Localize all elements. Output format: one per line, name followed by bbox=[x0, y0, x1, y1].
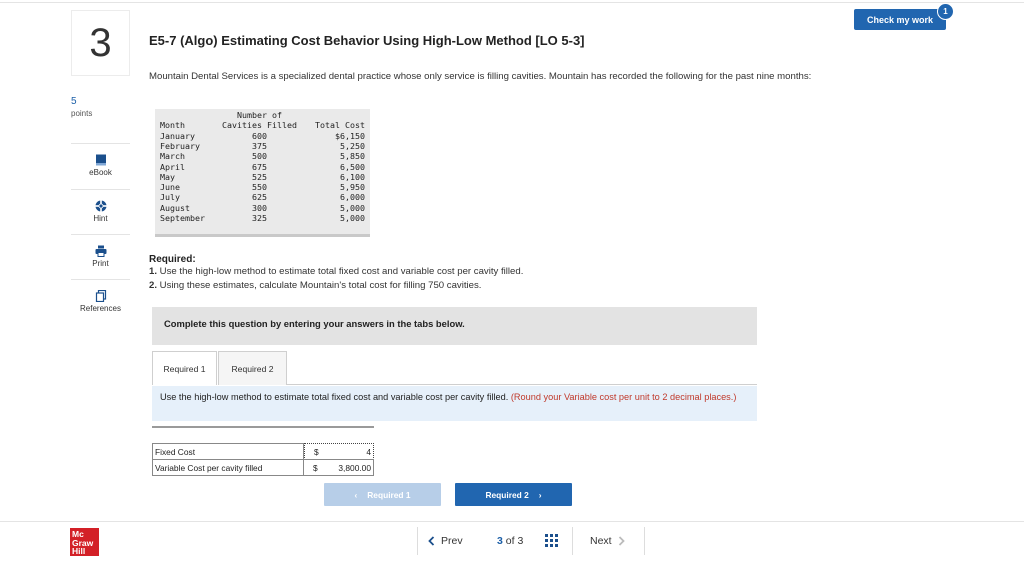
header-total-cost: Total Cost bbox=[315, 120, 365, 131]
table-row bbox=[155, 151, 370, 161]
prev-question-button[interactable] bbox=[428, 535, 463, 547]
next-required-label: Required 2 bbox=[485, 489, 529, 500]
total-cost-cell: 5,850 bbox=[340, 151, 365, 162]
rounding-note: (Round your Variable cost per unit to 2 decimal places.) bbox=[510, 392, 737, 402]
next-required-button[interactable] bbox=[455, 483, 572, 506]
cavities-cell: 600 bbox=[252, 130, 267, 141]
current-question: 3 bbox=[497, 535, 503, 547]
logo-line: Graw bbox=[72, 537, 94, 548]
table-row bbox=[155, 172, 370, 182]
table-row bbox=[155, 162, 370, 172]
cavities-cell: 675 bbox=[252, 161, 267, 172]
print-button[interactable] bbox=[71, 234, 130, 278]
chevron-right-icon: › bbox=[538, 489, 542, 500]
month-cell: April bbox=[160, 161, 185, 172]
total-cost-cell: 5,000 bbox=[340, 202, 365, 213]
variable-cost-input[interactable] bbox=[304, 459, 374, 476]
hint-button[interactable] bbox=[71, 189, 130, 233]
fixed-cost-label: Fixed Cost bbox=[152, 443, 304, 460]
table-row bbox=[155, 131, 370, 141]
total-questions: 3 bbox=[517, 535, 524, 547]
variable-cost-label: Variable Cost per cavity filled bbox=[152, 459, 304, 476]
table-row bbox=[155, 203, 370, 213]
ebook-label: eBook bbox=[89, 168, 112, 177]
question-pager bbox=[417, 527, 645, 555]
print-label: Print bbox=[92, 259, 109, 268]
cavities-cell: 375 bbox=[252, 140, 267, 151]
top-divider bbox=[0, 2, 1024, 3]
book-icon bbox=[95, 154, 107, 166]
fixed-cost-value: 4 bbox=[366, 447, 371, 457]
grid-icon[interactable] bbox=[545, 534, 558, 547]
table-row bbox=[155, 213, 370, 223]
logo-line: Mc bbox=[72, 529, 84, 539]
total-cost-cell: 6,100 bbox=[340, 171, 365, 182]
cost-data-table bbox=[155, 109, 370, 237]
month-cell: February bbox=[160, 140, 200, 151]
tab-instruction-text: Use the high-low method to estimate total fixed cost and variable cost per cavity filled. bbox=[160, 392, 509, 402]
pager-divider bbox=[572, 527, 573, 555]
month-cell: August bbox=[160, 202, 190, 213]
prev-required-label: Required 1 bbox=[367, 489, 411, 500]
month-cell: May bbox=[160, 171, 175, 182]
copy-icon bbox=[95, 290, 107, 302]
ebook-button[interactable] bbox=[71, 143, 130, 187]
required-item-text: Using these estimates, calculate Mountain's total cost for filling 750 cavities. bbox=[157, 280, 482, 291]
check-my-work-button[interactable]: Check my work bbox=[854, 9, 946, 30]
question-intro: Mountain Dental Services is a specialized dental practice whose only service is filling cavities. Mountain has recorded the following for the past nine months: bbox=[149, 71, 812, 82]
month-cell: March bbox=[160, 151, 185, 162]
total-cost-cell: $6,150 bbox=[335, 130, 365, 141]
tab-required-2[interactable]: Required 2 bbox=[218, 351, 287, 385]
tab-rule bbox=[287, 384, 757, 385]
check-count-badge: 1 bbox=[937, 3, 954, 20]
mcgraw-hill-logo bbox=[70, 528, 99, 556]
table-row bbox=[155, 141, 370, 151]
tab-required-1[interactable]: Required 1 bbox=[152, 351, 217, 385]
question-count bbox=[497, 535, 523, 547]
required-item-number: 1. bbox=[149, 266, 158, 277]
required-heading: Required: bbox=[149, 254, 196, 265]
points-value: 5 bbox=[71, 96, 77, 107]
required-item-2 bbox=[149, 280, 481, 291]
cavities-cell: 550 bbox=[252, 182, 267, 193]
header-month: Month bbox=[160, 120, 185, 131]
answer-table-header-bar bbox=[152, 426, 374, 428]
cavities-cell: 625 bbox=[252, 192, 267, 203]
currency-symbol: $ bbox=[313, 463, 318, 473]
month-cell: June bbox=[160, 182, 180, 193]
logo-line: Hill bbox=[72, 546, 86, 556]
chevron-left-icon bbox=[428, 536, 435, 546]
month-cell: September bbox=[160, 213, 205, 223]
prev-label: Prev bbox=[441, 535, 463, 547]
answer-row-variable-cost bbox=[152, 459, 374, 476]
of-label: of bbox=[505, 535, 515, 547]
answer-row-fixed-cost bbox=[152, 443, 374, 460]
next-label: Next bbox=[590, 535, 612, 547]
total-cost-cell: 5,950 bbox=[340, 182, 365, 193]
references-label: References bbox=[80, 304, 121, 313]
cavities-cell: 325 bbox=[252, 213, 267, 223]
total-cost-cell: 6,500 bbox=[340, 161, 365, 172]
cavities-cell: 525 bbox=[252, 171, 267, 182]
complete-instruction: Complete this question by entering your answers in the tabs below. bbox=[152, 307, 757, 345]
total-cost-cell: 6,000 bbox=[340, 192, 365, 203]
cavities-cell: 500 bbox=[252, 151, 267, 162]
header-cavities: Cavities Filled bbox=[222, 120, 297, 131]
total-cost-cell: 5,250 bbox=[340, 140, 365, 151]
hint-label: Hint bbox=[93, 214, 108, 223]
table-row bbox=[155, 182, 370, 192]
footer-divider bbox=[0, 521, 1024, 522]
total-cost-cell: 5,000 bbox=[340, 213, 365, 223]
tab-instruction bbox=[152, 386, 757, 421]
variable-cost-value: 3,800.00 bbox=[338, 463, 371, 473]
required-item-1 bbox=[149, 266, 523, 277]
lifebuoy-icon bbox=[95, 200, 107, 212]
cavities-cell: 300 bbox=[252, 202, 267, 213]
points-label: points bbox=[71, 109, 93, 118]
required-item-text: Use the high-low method to estimate total fixed cost and variable cost per cavity filled. bbox=[157, 266, 524, 277]
chevron-right-icon bbox=[618, 536, 625, 546]
question-number: 3 bbox=[71, 10, 130, 76]
required-item-number: 2. bbox=[149, 280, 158, 291]
chevron-left-icon: ‹ bbox=[354, 489, 358, 500]
month-cell: January bbox=[160, 130, 195, 141]
fixed-cost-input[interactable] bbox=[304, 443, 374, 460]
question-title: E5-7 (Algo) Estimating Cost Behavior Using High-Low Method [LO 5-3] bbox=[149, 33, 585, 48]
month-cell: July bbox=[160, 192, 180, 203]
currency-symbol: $ bbox=[314, 447, 319, 457]
printer-icon bbox=[95, 245, 107, 257]
prev-required-button[interactable] bbox=[324, 483, 441, 506]
table-row bbox=[155, 192, 370, 202]
header-number-of: Number of bbox=[237, 110, 282, 120]
next-question-button[interactable] bbox=[590, 535, 625, 547]
references-button[interactable] bbox=[71, 279, 130, 323]
